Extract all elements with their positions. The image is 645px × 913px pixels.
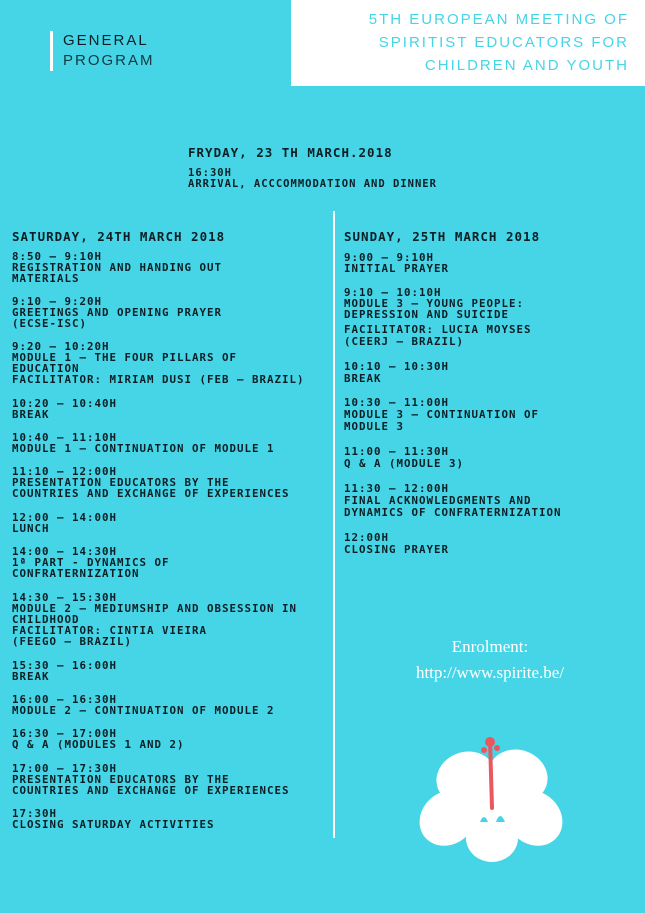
schedule-time: 9:10 – 9:20H <box>12 295 103 308</box>
schedule-item: Q & A (MODULES 1 AND 2) <box>12 738 185 751</box>
schedule-item: DEPRESSION AND SUICIDE <box>344 308 510 321</box>
schedule-item: FACILITATOR: MIRIAM DUSI (FEB – BRAZIL) <box>12 373 305 386</box>
schedule-time: 11:00 – 11:30H <box>344 445 450 458</box>
schedule-item: REGISTRATION AND HANDING OUT <box>12 261 223 274</box>
schedule-item: PRESENTATION EDUCATORS BY THE <box>12 773 230 786</box>
general-label: GENERAL <box>63 32 149 49</box>
event-title-line-1: 5TH EUROPEAN MEETING OF <box>368 11 629 28</box>
friday-date: FRYDAY, 23 TH MARCH.2018 <box>188 145 393 160</box>
saturday-date: SATURDAY, 24TH MARCH 2018 <box>12 229 226 244</box>
hibiscus-flower-icon <box>410 730 570 870</box>
schedule-item: BREAK <box>12 408 50 421</box>
schedule-item: LUNCH <box>12 522 50 535</box>
schedule-item: PRESENTATION EDUCATORS BY THE <box>12 476 230 489</box>
schedule-item: FACILITATOR: CINTIA VIEIRA <box>12 624 208 637</box>
schedule-time: 10:30 – 11:00H <box>344 396 450 409</box>
schedule-time: 9:20 – 10:20H <box>12 340 110 353</box>
program-label: PROGRAM <box>63 52 155 69</box>
schedule-item: MODULE 3 – YOUNG PEOPLE: <box>344 297 525 310</box>
schedule-time: 14:00 – 14:30H <box>12 545 118 558</box>
schedule-time: 12:00H <box>344 531 390 544</box>
schedule-time: 8:50 – 9:10H <box>12 250 103 263</box>
schedule-item: MODULE 3 <box>344 420 405 433</box>
schedule-item: CONFRATERNIZATION <box>12 567 140 580</box>
schedule-item: MATERIALS <box>12 272 80 285</box>
friday-time: 16:30H <box>188 167 232 179</box>
schedule-item: GREETINGS AND OPENING PRAYER <box>12 306 223 319</box>
schedule-time: 12:00 – 14:00H <box>12 511 118 524</box>
schedule-item: EDUCATION <box>12 362 80 375</box>
schedule-item: CHILDHOOD <box>12 613 80 626</box>
schedule-time: 17:30H <box>12 807 58 820</box>
schedule-time: 9:00 – 9:10H <box>344 251 435 264</box>
schedule-item: COUNTRIES AND EXCHANGE OF EXPERIENCES <box>12 487 290 500</box>
schedule-item: (CEERJ – BRAZIL) <box>344 335 465 348</box>
schedule-item: FINAL ACKNOWLEDGMENTS AND <box>344 494 532 507</box>
schedule-item: CLOSING PRAYER <box>344 543 450 556</box>
schedule-item: INITIAL PRAYER <box>344 262 450 275</box>
schedule-time: 16:00 – 16:30H <box>12 693 118 706</box>
schedule-item: 1ª PART - DYNAMICS OF <box>12 556 170 569</box>
schedule-item: MODULE 1 – THE FOUR PILLARS OF <box>12 351 238 364</box>
schedule-item: MODULE 2 – MEDIUMSHIP AND OBSESSION IN <box>12 602 298 615</box>
schedule-time: 16:30 – 17:00H <box>12 727 118 740</box>
enrolment-link[interactable]: http://www.spirite.be/ <box>415 663 565 682</box>
schedule-time: 11:30 – 12:00H <box>344 482 450 495</box>
schedule-time: 14:30 – 15:30H <box>12 591 118 604</box>
sunday-date: SUNDAY, 25TH MARCH 2018 <box>344 229 541 244</box>
schedule-item: (ECSE-ISC) <box>12 317 88 330</box>
schedule-item: BREAK <box>12 670 50 683</box>
friday-description: ARRIVAL, ACCCOMMODATION AND DINNER <box>188 178 437 190</box>
schedule-item: Q & A (MODULE 3) <box>344 457 465 470</box>
schedule-item: FACILITATOR: LUCIA MOYSES <box>344 323 532 336</box>
schedule-time: 10:20 – 10:40H <box>12 397 118 410</box>
event-title-box <box>291 0 645 86</box>
schedule-time: 11:10 – 12:00H <box>12 465 118 478</box>
schedule-item: BREAK <box>344 372 382 385</box>
event-title-line-3: CHILDREN AND YOUTH <box>424 57 629 74</box>
schedule-item: (FEEGO – BRAZIL) <box>12 635 133 648</box>
general-program-label <box>50 31 155 71</box>
schedule-time: 10:10 – 10:30H <box>344 360 450 373</box>
schedule-time: 10:40 – 11:10H <box>12 431 118 444</box>
schedule-time: 17:00 – 17:30H <box>12 762 118 775</box>
schedule-item: MODULE 3 – CONTINUATION OF <box>344 408 540 421</box>
schedule-item: COUNTRIES AND EXCHANGE OF EXPERIENCES <box>12 784 290 797</box>
schedule-item: CLOSING SATURDAY ACTIVITIES <box>12 818 215 831</box>
schedule-item: MODULE 2 – CONTINUATION OF MODULE 2 <box>12 704 275 717</box>
schedule-item: DYNAMICS OF CONFRATERNIZATION <box>344 506 562 519</box>
schedule-item: MODULE 1 – CONTINUATION OF MODULE 1 <box>12 442 275 455</box>
schedule-time: 9:10 – 10:10H <box>344 286 442 299</box>
column-divider <box>333 211 335 838</box>
event-title-line-2: SPIRITIST EDUCATORS FOR <box>378 34 629 51</box>
schedule-time: 15:30 – 16:00H <box>12 659 118 672</box>
enrolment-label: Enrolment: <box>451 637 529 656</box>
